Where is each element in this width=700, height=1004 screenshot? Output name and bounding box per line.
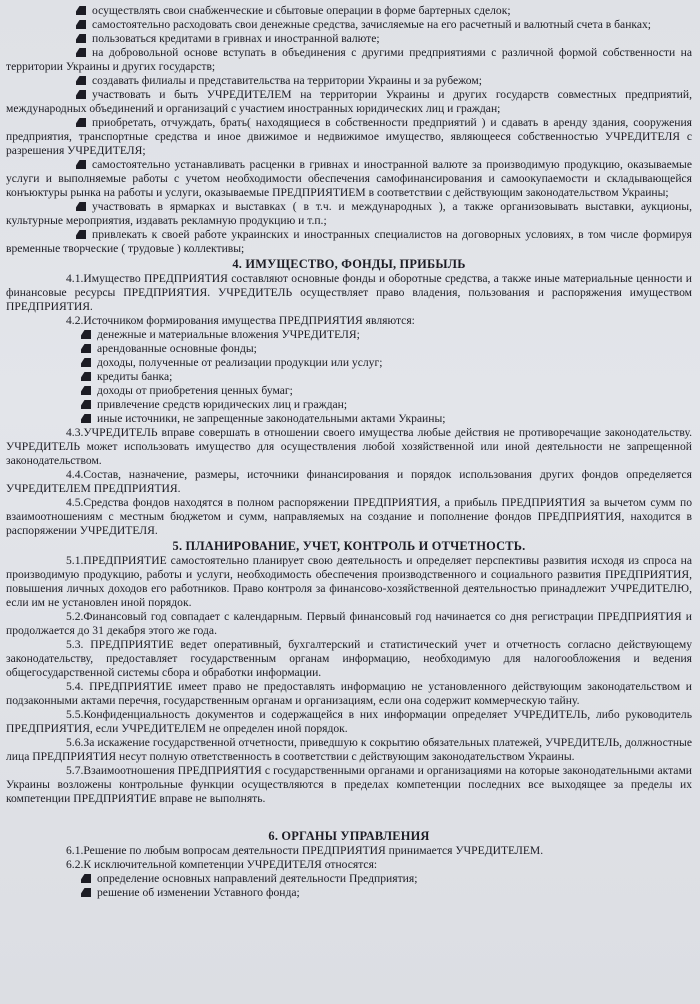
- list-item: создавать филиалы и представительства на территории Украины и за рубежом;: [6, 74, 692, 88]
- list-item: самостоятельно устанавливать расценки в гривнах и иностранной валюте за производимую продукцию, оказываемые услуги и выполняемые работы с учетом необходимости обеспечения самофинансирования и самоокупаемости и складывающейся конъюктуры рынка на работы и услуги, оказываемые ПРЕДПРИЯТИЕМ в соответствии с действующим законодательством Украины;: [6, 158, 692, 199]
- list-item: осуществлять свои снабженческие и сбытовые операции в форме бартерных сделок;: [6, 4, 692, 18]
- list-item: иные источники, не запрещенные законодательными актами Украины;: [6, 412, 692, 426]
- list-item: решение об изменении Уставного фонда;: [6, 886, 692, 900]
- hand-pointer-icon: [76, 160, 86, 169]
- list-item: арендованные основные фонды;: [6, 342, 692, 356]
- list-item: участвовать и быть УЧРЕДИТЕЛЕМ на территории Украины и других государств совместных предприятий, международных объединений и организаций с участием иностранных юридических лиц и граждан;: [6, 88, 692, 115]
- hand-pointer-icon: [76, 230, 86, 239]
- spacer: [6, 806, 692, 828]
- hand-pointer-icon: [81, 400, 91, 409]
- hand-pointer-icon: [81, 372, 91, 381]
- paragraph: 5.3. ПРЕДПРИЯТИЕ ведет оперативный, бухгалтерский и статистический учет и отчетность согласно действующему законодательству, предоставляет государственным органам информацию, необходимую для налогообложения и ведения общегосударственной системы сбора и обработки информации.: [6, 638, 692, 679]
- hand-pointer-icon: [76, 34, 86, 43]
- paragraph: 4.4.Состав, назначение, размеры, источники финансирования и порядок использования других фондов определяется УЧРЕДИТЕЛЕМ ПРЕДПРИЯТИЯ.: [6, 468, 692, 495]
- paragraph: 6.1.Решение по любым вопросам деятельности ПРЕДПРИЯТИЯ принимается УЧРЕДИТЕЛЕМ.: [66, 844, 544, 857]
- list-item: привлекать к своей работе украинских и иностранных специалистов на договорных условиях, в том числе формируя временные творческие ( трудовые ) коллективы;: [6, 228, 692, 255]
- list-item: привлечение средств юридических лиц и граждан;: [6, 398, 692, 412]
- hand-pointer-icon: [76, 118, 86, 127]
- paragraph: 5.5.Конфиденциальность документов и содержащейся в них информации определяет УЧРЕДИТЕЛЬ, либо руководитель ПРЕДПРИЯТИЯ, если УЧРЕДИТЕЛЕМ не определен иной порядок.: [6, 708, 692, 735]
- hand-pointer-icon: [81, 330, 91, 339]
- hand-pointer-icon: [76, 90, 86, 99]
- list-item: самостоятельно расходовать свои денежные средства, зачисляемые на его расчетный и валютный счета в банках;: [6, 18, 692, 32]
- list-item: участвовать в ярмарках и выставках ( в т.ч. и международных ), а также организовывать выставки, аукционы, культурные мероприятия, издавать рекламную продукцию и т.п.;: [6, 200, 692, 227]
- paragraph: 5.6.За искажение государственной отчетности, приведшую к сокрытию обязательных платежей, УЧРЕДИТЕЛЬ, должностные лица ПРЕДПРИЯТИЯ несут полную ответственность в соответствии с действующим законодательством Украины.: [6, 736, 692, 763]
- hand-pointer-icon: [81, 888, 91, 897]
- paragraph: 4.3.УЧРЕДИТЕЛЬ вправе совершать в отношении своего имущества любые действия не противоречащие законодательству. УЧРЕДИТЕЛЬ может использовать имущество для осуществления любой хозяйственной или иной деятельности не запрещенной законодательством.: [6, 426, 692, 467]
- paragraph: 5.1.ПРЕДПРИЯТИЕ самостоятельно планирует свою деятельность и определяет перспективы развития исходя из спроса на производимую продукцию, работы и услуги, необходимость обеспечения производственного и социального развития ПРЕДПРИЯТИЯ, повышения личных доходов его работников. Право контроля за финансово-хозяйственной деятельностью принадлежит УЧРЕДИТЕЛЮ, если им не установлен иной порядок.: [6, 554, 692, 609]
- section-heading: 4. ИМУЩЕСТВО, ФОНДЫ, ПРИБЫЛЬ: [232, 257, 466, 271]
- paragraph: 5.7.Взаимоотношения ПРЕДПРИЯТИЯ с государственными органами и организациями на которые законодательными актами Украины возложены контрольные функции осуществляются в пределах компетенции последних все выходящее за пределы их компетенции ПРЕДПРИЯТИЕ вправе не выполнять.: [6, 764, 692, 805]
- section-heading: 6. ОРГАНЫ УПРАВЛЕНИЯ: [268, 829, 430, 843]
- section-heading: 5. ПЛАНИРОВАНИЕ, УЧЕТ, КОНТРОЛЬ И ОТЧЕТНОСТЬ.: [172, 539, 526, 553]
- hand-pointer-icon: [81, 386, 91, 395]
- list-item: на добровольной основе вступать в объединения с другими предприятиями с различной формой собственности на территории Украины и других государств;: [6, 46, 692, 73]
- hand-pointer-icon: [81, 344, 91, 353]
- paragraph: 4.2.Источником формирования имущества ПРЕДПРИЯТИЯ являются:: [66, 314, 415, 327]
- list-item: денежные и материальные вложения УЧРЕДИТЕЛЯ;: [6, 328, 692, 342]
- hand-pointer-icon: [81, 414, 91, 423]
- paragraph: 5.4. ПРЕДПРИЯТИЕ имеет право не предоставлять информацию не установленного действующим законодательством и подзаконными актами перечня, государственным органам и организациям, если она содержит коммерческую тайну.: [6, 680, 692, 707]
- hand-pointer-icon: [76, 20, 86, 29]
- hand-pointer-icon: [81, 358, 91, 367]
- paragraph: 6.2.К исключительной компетенции УЧРЕДИТЕЛЯ относятся:: [66, 858, 378, 871]
- paragraph: 4.1.Имущество ПРЕДПРИЯТИЯ составляют основные фонды и оборотные средства, а также иные материальные ценности и финансовые ресурсы ПРЕДПРИЯТИЯ. УЧРЕДИТЕЛЬ осуществляет право владения, пользования и распоряжения имуществом ПРЕДПРИЯТИЯ.: [6, 272, 692, 313]
- paragraph: 4.5.Средства фондов находятся в полном распоряжении ПРЕДПРИЯТИЯ, а прибыль ПРЕДПРИЯТИЯ за вычетом сумм по взаимоотношениям с местным бюджетом и сумм, направляемых на создание и пополнение фондов ПРЕДПРИЯТИЯ, находится в распоряжении УЧРЕДИТЕЛЯ.: [6, 496, 692, 537]
- hand-pointer-icon: [76, 6, 86, 15]
- list-item: доходы, полученные от реализации продукции или услуг;: [6, 356, 692, 370]
- hand-pointer-icon: [81, 874, 91, 883]
- hand-pointer-icon: [76, 76, 86, 85]
- hand-pointer-icon: [76, 202, 86, 211]
- list-item: определение основных направлений деятельности Предприятия;: [6, 872, 692, 886]
- list-item: доходы от приобретения ценных бумаг;: [6, 384, 692, 398]
- paragraph: 5.2.Финансовый год совпадает с календарным. Первый финансовый год начинается со дня регистрации ПРЕДПРИЯТИЯ и продолжается до 31 декабря этого же года.: [6, 610, 692, 637]
- list-item: кредиты банка;: [6, 370, 692, 384]
- hand-pointer-icon: [76, 48, 86, 57]
- list-item: пользоваться кредитами в гривнах и иностранной валюте;: [6, 32, 692, 46]
- list-item: приобретать, отчуждать, брать( находящиеся в собственности предприятий ) и сдавать в аренду здания, сооружения предприятия, транспортные средства и иное движимое и недвижимое имущество, являющееся собственностью УЧРЕДИТЕЛЯ с разрешения УЧРЕДИТЕЛЯ;: [6, 116, 692, 157]
